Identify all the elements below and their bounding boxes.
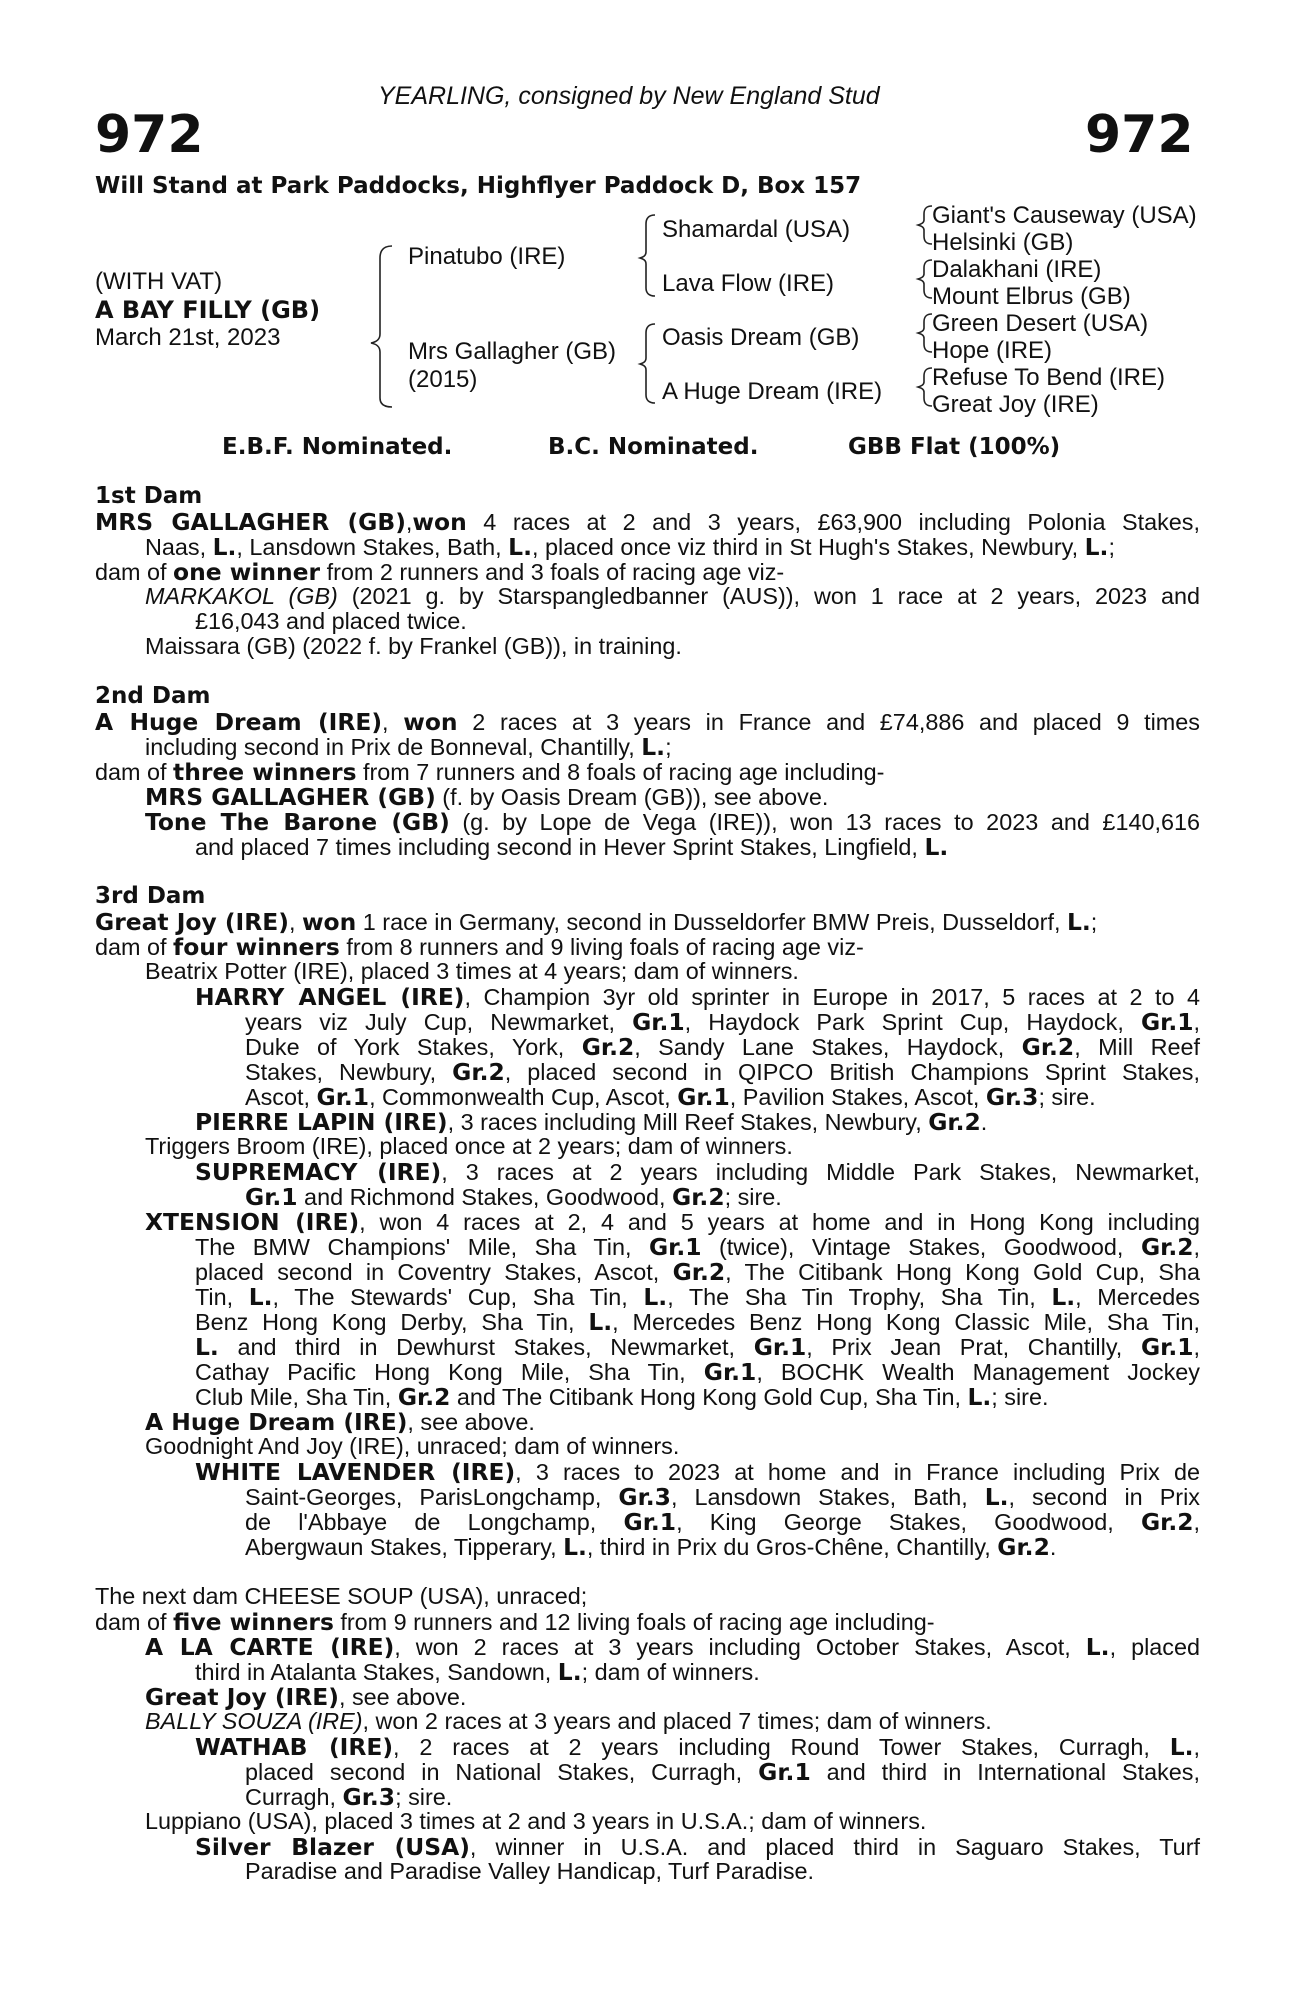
italic-text: BALLY SOUZA (IRE)	[145, 1708, 363, 1734]
bold-text: one winner	[173, 558, 321, 586]
record-line	[245, 1058, 1200, 1086]
bold-text: HARRY ANGEL (IRE)	[195, 983, 465, 1011]
record-line	[145, 1683, 466, 1711]
text-run: , won 2 races at 3 years and placed 7 times; dam of winners.	[362, 1708, 992, 1734]
text-run: , placed second in QIPCO British Champions Sprint Stakes,	[504, 1059, 1200, 1085]
text-run: placed second in National Stakes, Curragh,	[245, 1759, 759, 1785]
bold-text: L.	[588, 1308, 613, 1336]
pedigree-gen3-6: Hope (IRE)	[932, 337, 1053, 364]
pedigree-dam-year: (2015)	[408, 366, 478, 393]
record-line	[95, 708, 1200, 736]
record-line	[95, 908, 1097, 936]
record-line	[95, 1608, 935, 1636]
pedigree-gen3-4: Mount Elbrus (GB)	[932, 283, 1131, 310]
text-run: Paradise and Paradise Valley Handicap, Turf Paradise.	[245, 1858, 815, 1884]
bold-text: L.	[924, 833, 949, 861]
text-run: , placed	[1109, 1634, 1200, 1660]
text-run: Goodnight And Joy (IRE), unraced; dam of winners.	[145, 1433, 680, 1459]
text-run: ; dam of winners.	[581, 1659, 760, 1685]
text-run: dam of	[95, 934, 174, 960]
text-run: ;	[1108, 534, 1115, 560]
lot-number-left: 972	[95, 105, 204, 165]
record-line	[195, 608, 467, 635]
pedigree-gen3-8: Great Joy (IRE)	[932, 391, 1099, 418]
text-run: from 7 runners and 8 foals of racing age including-	[356, 759, 885, 785]
bold-text: L.	[212, 533, 237, 561]
text-run: Curragh,	[245, 1784, 343, 1810]
pedigree-gen3-7: Refuse To Bend (IRE)	[932, 364, 1166, 391]
text-run: placed second in Coventry Stakes, Ascot,	[195, 1259, 673, 1285]
bold-text: L.	[967, 1383, 992, 1411]
record-line	[195, 1258, 1200, 1286]
record-line	[195, 1333, 1200, 1361]
text-run: ,	[382, 709, 404, 735]
text-run: , placed once viz third in St Hugh's Stakes, Newbury,	[531, 534, 1085, 560]
record-line	[145, 633, 682, 660]
italic-text: MARKAKOL (GB)	[145, 583, 338, 609]
text-run: ;	[1090, 909, 1098, 935]
record-line	[195, 1283, 1200, 1311]
record-line	[195, 983, 1200, 1011]
record-line	[245, 1033, 1200, 1061]
record-line	[195, 1108, 987, 1136]
text-run: Tin,	[195, 1284, 249, 1310]
text-run: , see above.	[338, 1684, 467, 1710]
text-run: ; sire.	[1038, 1084, 1096, 1110]
text-run: Cathay Pacific Hong Kong Mile, Sha Tin,	[195, 1359, 704, 1385]
bold-text: L.	[563, 1533, 587, 1561]
bold-text: XTENSION (IRE)	[145, 1208, 360, 1236]
bold-text: Gr.1	[1140, 1008, 1194, 1036]
bold-text: Gr.2	[1140, 1233, 1194, 1261]
record-line	[195, 1733, 1200, 1761]
text-run: 4 races at 2 and 3 years, £63,900 including Polonia Stakes,	[466, 509, 1200, 535]
bold-text: won	[301, 908, 357, 936]
bold-text: Gr.1	[753, 1333, 807, 1361]
bold-text: WHITE LAVENDER (IRE)	[195, 1458, 516, 1486]
text-run: , Lansdown Stakes, Bath,	[236, 534, 509, 560]
bold-text: L.	[1084, 533, 1109, 561]
text-run: , third in Prix du Gros-Chêne, Chantilly,	[586, 1534, 998, 1560]
bold-text: L.	[1066, 908, 1091, 936]
section-heading: 3rd Dam	[95, 883, 206, 909]
record-line	[145, 958, 799, 985]
record-line	[245, 1008, 1200, 1036]
text-run: , 3 races to 2023 at home and in France including Prix de	[515, 1459, 1200, 1485]
record-line	[145, 1133, 793, 1160]
record-line	[145, 533, 1115, 561]
record-line	[145, 1633, 1200, 1661]
record-line	[145, 583, 1200, 610]
text-run: The BMW Champions' Mile, Sha Tin,	[195, 1234, 649, 1260]
record-line	[195, 833, 948, 861]
text-run: Benz Hong Kong Derby, Sha Tin,	[195, 1309, 589, 1335]
text-run: ,	[1193, 1334, 1200, 1360]
text-run: 2 races at 3 years in France and £74,886 and placed 9 times	[457, 709, 1200, 735]
bold-text: Gr.1	[703, 1358, 757, 1386]
bold-text: A LA CARTE (IRE)	[145, 1633, 395, 1661]
pedigree-sire: Pinatubo (IRE)	[408, 243, 566, 270]
record-line	[245, 1758, 1200, 1786]
bold-text: Gr.1	[758, 1758, 811, 1786]
record-line	[195, 1658, 760, 1686]
bold-text: MRS GALLAGHER (GB)	[95, 508, 406, 536]
stand-location: Will Stand at Park Paddocks, Highflyer Paddock D, Box 157	[95, 173, 862, 199]
text-run: , winner in U.S.A. and placed third in Saguaro Stakes, Turf	[469, 1834, 1200, 1860]
record-line	[145, 1408, 535, 1436]
bold-text: Gr.3	[985, 1083, 1039, 1111]
text-run: ,	[1193, 1234, 1200, 1260]
text-run: dam of	[95, 1609, 174, 1635]
pedigree-dam-dam: A Huge Dream (IRE)	[662, 378, 883, 405]
text-run: including second in Prix de Bonneval, Chantilly,	[145, 734, 642, 760]
record-line	[195, 1383, 1048, 1411]
text-run: ,	[405, 509, 413, 535]
bold-text: Gr.3	[342, 1783, 396, 1811]
bold-text: Gr.2	[997, 1533, 1050, 1561]
bold-text: L.	[1169, 1733, 1194, 1761]
text-run: 1 race in Germany, second in Dusseldorfer BMW Preis, Dusseldorf,	[356, 909, 1067, 935]
bold-text: Silver Blazer (USA)	[195, 1833, 470, 1861]
text-run: ;	[665, 734, 672, 760]
bold-text: Gr.1	[316, 1083, 370, 1111]
text-run: de l'Abbaye de Longchamp,	[245, 1509, 624, 1535]
record-line	[195, 1833, 1200, 1861]
record-line	[145, 783, 828, 811]
pedigree-sire-dam: Lava Flow (IRE)	[662, 270, 835, 297]
text-run: , 3 races including Mill Reef Stakes, Newbury,	[447, 1109, 929, 1135]
bold-text: A Huge Dream (IRE)	[95, 708, 383, 736]
pedigree-dam-sire: Oasis Dream (GB)	[662, 324, 860, 351]
text-run: (g. by Lope de Vega (IRE)), won 13 races to 2023 and £140,616	[449, 809, 1200, 835]
bold-text: PIERRE LAPIN (IRE)	[195, 1108, 448, 1136]
bold-text: Great Joy (IRE)	[95, 908, 289, 936]
bold-text: SUPREMACY (IRE)	[195, 1158, 442, 1186]
bold-text: A Huge Dream (IRE)	[145, 1408, 408, 1436]
text-run: .	[980, 1109, 988, 1135]
bold-text: Gr.2	[1140, 1508, 1194, 1536]
foaling-date: March 21st, 2023	[95, 324, 281, 351]
text-run: , The Citibank Hong Kong Gold Cup, Sha	[725, 1259, 1200, 1285]
pedigree-gen3-2: Helsinki (GB)	[932, 229, 1074, 256]
text-run: ; sire.	[395, 1784, 453, 1810]
bold-text: MRS GALLAGHER (GB)	[145, 783, 436, 811]
pedigree-sire-sire: Shamardal (USA)	[662, 216, 851, 243]
text-run: Triggers Broom (IRE), placed once at 2 years; dam of winners.	[145, 1133, 793, 1159]
text-run: Naas,	[145, 534, 213, 560]
text-run: , won 2 races at 3 years including October Stakes, Ascot,	[394, 1634, 1086, 1660]
record-line	[245, 1483, 1200, 1511]
text-run: .	[1049, 1534, 1057, 1560]
bold-text: Gr.1	[677, 1083, 730, 1111]
bold-text: L.	[1051, 1283, 1076, 1311]
pedigree-dam: Mrs Gallagher (GB)	[408, 338, 617, 365]
text-run: dam of	[95, 559, 174, 585]
text-run: Club Mile, Sha Tin,	[195, 1384, 398, 1410]
text-run: and placed 7 times including second in Hever Sprint Stakes, Lingfield,	[195, 834, 925, 860]
bold-text: Tone The Barone (GB)	[145, 808, 450, 836]
bold-text: WATHAB (IRE)	[195, 1733, 394, 1761]
section-heading: 2nd Dam	[95, 683, 211, 709]
lot-number-right: 972	[1085, 105, 1194, 165]
text-run: , Mercedes Benz Hong Kong Classic Mile, Sha Tin,	[612, 1309, 1200, 1335]
text-run: , Sandy Lane Stakes, Haydock,	[634, 1034, 1022, 1060]
bold-text: Gr.1	[632, 1008, 685, 1036]
bold-text: Gr.2	[672, 1183, 725, 1211]
section-heading: 1st Dam	[95, 483, 203, 509]
bold-text: L.	[643, 1283, 668, 1311]
record-line	[145, 1708, 992, 1735]
text-run: , won 4 races at 2, 4 and 5 years at home and in Hong Kong including	[359, 1209, 1200, 1235]
bold-text: won	[403, 708, 458, 736]
record-line	[195, 1458, 1200, 1486]
text-run: from 9 runners and 12 living foals of racing age including-	[333, 1609, 935, 1635]
text-run: , Mill Reef	[1074, 1034, 1200, 1060]
record-line	[145, 733, 672, 761]
text-run: and Richmond Stakes, Goodwood,	[297, 1184, 673, 1210]
pedigree-gen3-1: Giant's Causeway (USA)	[932, 202, 1197, 229]
text-run: ,	[1193, 1009, 1200, 1035]
text-run: , Pavilion Stakes, Ascot,	[729, 1084, 986, 1110]
text-run: and third in International Stakes,	[810, 1759, 1200, 1785]
record-line	[245, 1183, 782, 1211]
text-run: Abergwaun Stakes, Tipperary,	[245, 1534, 564, 1560]
text-run: , 2 races at 2 years including Round Tower Stakes, Curragh,	[393, 1734, 1170, 1760]
bold-text: three winners	[173, 758, 357, 786]
record-line	[95, 758, 884, 786]
text-run: , 3 races at 2 years including Middle Park Stakes, Newmarket,	[441, 1159, 1200, 1185]
bold-text: Gr.2	[1021, 1033, 1075, 1061]
record-line	[145, 1433, 679, 1460]
bold-text: L.	[557, 1658, 582, 1686]
text-run: , The Sha Tin Trophy, Sha Tin,	[667, 1284, 1052, 1310]
text-run: , Haydock Park Sprint Cup, Haydock,	[684, 1009, 1141, 1035]
bold-text: Great Joy (IRE)	[145, 1683, 339, 1711]
text-run: ,	[1193, 1734, 1200, 1760]
page-subtitle: YEARLING, consigned by New England Stud	[378, 82, 880, 110]
record-line	[95, 933, 864, 961]
text-run: from 8 runners and 9 living foals of racing age viz-	[339, 934, 864, 960]
pedigree-gen3-3: Dalakhani (IRE)	[932, 256, 1102, 283]
record-line	[195, 1308, 1200, 1336]
text-run: £16,043 and placed twice.	[195, 608, 467, 634]
record-line	[195, 1358, 1200, 1386]
text-run: dam of	[95, 759, 174, 785]
text-run: and The Citibank Hong Kong Gold Cup, Sha Tin,	[450, 1384, 968, 1410]
record-line	[145, 808, 1200, 836]
text-run: ,	[288, 909, 302, 935]
bold-text: won	[412, 508, 467, 536]
record-line	[245, 1858, 814, 1885]
text-run: (2021 g. by Starspangledbanner (AUS)), won 1 race at 2 years, 2023 and	[337, 583, 1200, 609]
text-run: , BOCHK Wealth Management Jockey	[756, 1359, 1200, 1385]
text-run: , Lansdown Stakes, Bath,	[670, 1484, 985, 1510]
text-run: , King George Stakes, Goodwood,	[676, 1509, 1141, 1535]
horse-name: A BAY FILLY (GB)	[95, 296, 321, 324]
bold-text: L.	[195, 1333, 219, 1361]
bold-text: Gr.1	[648, 1233, 702, 1261]
bold-text: Gr.3	[618, 1483, 671, 1511]
text-run: and third in Dewhurst Stakes, Newmarket,	[218, 1334, 754, 1360]
text-run: Ascot,	[245, 1084, 317, 1110]
record-line	[245, 1533, 1056, 1561]
bold-text: Gr.1	[245, 1183, 298, 1211]
bold-text: L.	[248, 1283, 273, 1311]
bold-text: Gr.1	[1140, 1333, 1194, 1361]
text-run: , see above.	[407, 1409, 535, 1435]
text-run: ,	[1193, 1509, 1200, 1535]
vat-label: (WITH VAT)	[95, 268, 223, 295]
bold-text: Gr.2	[672, 1258, 726, 1286]
bold-text: L.	[641, 733, 666, 761]
text-run: , The Stewards' Cup, Sha Tin,	[272, 1284, 644, 1310]
text-run: Maissara (GB) (2022 f. by Frankel (GB)), in training.	[145, 633, 682, 659]
text-run: Saint-Georges, ParisLongchamp,	[245, 1484, 619, 1510]
record-line	[245, 1508, 1200, 1536]
record-line	[195, 1233, 1200, 1261]
text-run: from 2 runners and 3 foals of racing age viz-	[320, 559, 785, 585]
record-line	[195, 1158, 1200, 1186]
record-line	[95, 508, 1200, 536]
text-run: Luppiano (USA), placed 3 times at 2 and 3 years in U.S.A.; dam of winners.	[145, 1808, 927, 1834]
text-run: The next dam CHEESE SOUP (USA), unraced;	[95, 1583, 588, 1609]
bold-text: Gr.1	[623, 1508, 677, 1536]
text-run: years viz July Cup, Newmarket,	[245, 1009, 633, 1035]
bold-text: L.	[508, 533, 532, 561]
text-run: third in Atalanta Stakes, Sandown,	[195, 1659, 558, 1685]
text-run: Stakes, Newbury,	[245, 1059, 453, 1085]
gbb-flat: GBB Flat (100%)	[848, 434, 1061, 460]
bold-text: five winners	[173, 1608, 334, 1636]
ebf-nomination: E.B.F. Nominated.	[222, 434, 453, 460]
text-run: , second in Prix	[1008, 1484, 1200, 1510]
text-run: , Champion 3yr old sprinter in Europe in 2017, 5 races at 2 to 4	[464, 984, 1200, 1010]
text-run: , Commonwealth Cup, Ascot,	[369, 1084, 678, 1110]
text-run: Duke of York Stakes, York,	[245, 1034, 582, 1060]
record-line	[145, 1208, 1200, 1236]
record-line	[95, 1583, 587, 1610]
record-line	[145, 1808, 926, 1835]
text-run: , Prix Jean Prat, Chantilly,	[806, 1334, 1141, 1360]
bold-text: Gr.2	[397, 1383, 451, 1411]
text-run: (f. by Oasis Dream (GB)), see above.	[435, 784, 829, 810]
bold-text: Gr.2	[452, 1058, 505, 1086]
bold-text: Gr.2	[928, 1108, 981, 1136]
text-run: Beatrix Potter (IRE), placed 3 times at 4 years; dam of winners.	[145, 958, 799, 984]
bold-text: Gr.2	[581, 1033, 635, 1061]
pedigree-gen3-5: Green Desert (USA)	[932, 310, 1149, 337]
record-line	[245, 1783, 452, 1811]
text-run: ; sire.	[724, 1184, 782, 1210]
record-line	[95, 558, 784, 586]
text-run: ; sire.	[991, 1384, 1049, 1410]
bold-text: L.	[1085, 1633, 1110, 1661]
bold-text: L.	[984, 1483, 1009, 1511]
text-run: , Mercedes	[1075, 1284, 1200, 1310]
bold-text: four winners	[173, 933, 340, 961]
text-run: (twice), Vintage Stakes, Goodwood,	[701, 1234, 1141, 1260]
record-line	[245, 1083, 1096, 1111]
bc-nomination: B.C. Nominated.	[548, 434, 759, 460]
